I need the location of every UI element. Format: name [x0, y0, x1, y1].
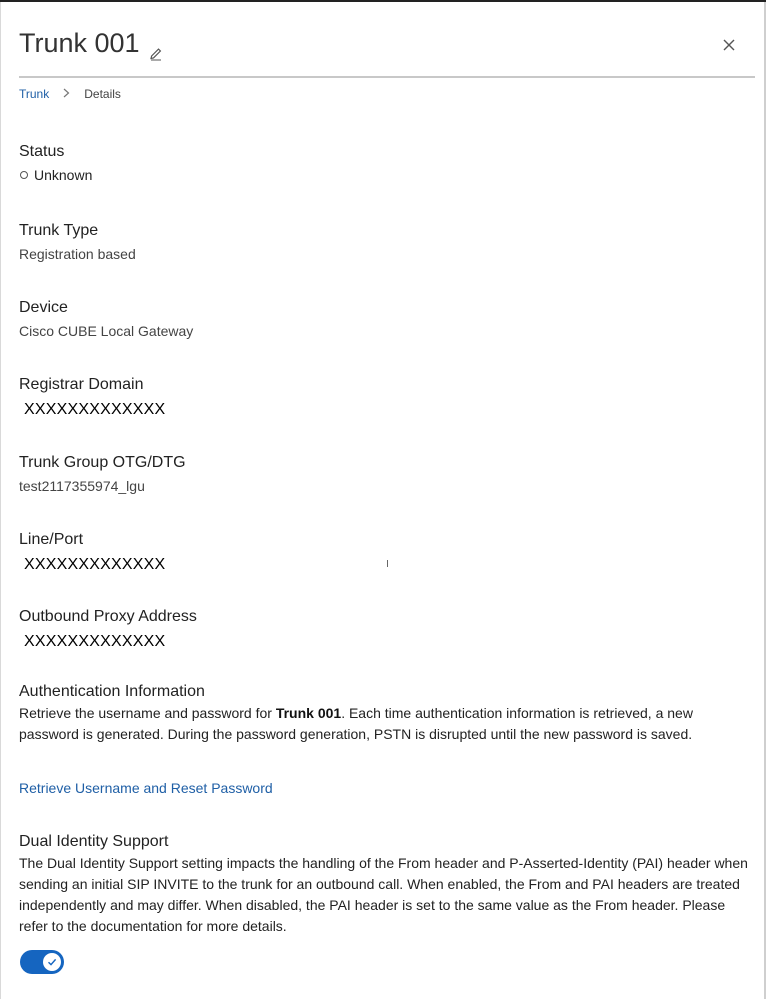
chevron-right-icon [63, 87, 70, 101]
check-icon [47, 957, 57, 967]
registrar-domain-label: Registrar Domain [19, 376, 144, 393]
auth-text-before: Retrieve the username and password for [19, 705, 276, 721]
outbound-proxy-field [19, 608, 197, 651]
auth-description [19, 703, 749, 745]
toggle-knob [43, 953, 61, 971]
trunk-type-field [19, 222, 136, 262]
retrieve-username-reset-password-link[interactable]: Retrieve Username and Reset Password [19, 780, 273, 796]
dual-identity-section [19, 833, 749, 937]
line-port-value: XXXXXXXXXXXXX [24, 556, 166, 573]
device-field [19, 299, 193, 339]
dual-identity-toggle[interactable] [20, 950, 64, 974]
trunk-group-field [19, 454, 186, 494]
auth-heading: Authentication Information [19, 683, 205, 700]
trunk-details-panel [0, 2, 766, 999]
registrar-domain-value: XXXXXXXXXXXXX [24, 401, 166, 418]
device-value: Cisco CUBE Local Gateway [19, 323, 194, 339]
breadcrumb [19, 87, 121, 101]
breadcrumb-current: Details [84, 87, 121, 101]
line-port-field [19, 531, 165, 574]
close-icon[interactable] [722, 38, 736, 52]
device-label: Device [19, 299, 68, 316]
header-divider [19, 76, 755, 78]
divider-tick [387, 560, 388, 567]
auth-section [19, 683, 749, 745]
auth-text-after: . Each time authentication information is retrieved, a new password is generated. During the password generation, PSTN is disrupted until the new password is saved. [19, 705, 693, 742]
status-field [19, 143, 92, 183]
registrar-domain-field [19, 376, 165, 419]
trunk-type-value: Registration based [19, 246, 136, 262]
status-value-row [19, 167, 92, 183]
dual-identity-description: The Dual Identity Support setting impacts the handling of the From header and P-Asserted-Identity (PAI) header when sending an initial SIP INVITE to the trunk for an outbound call. When enabled, the From and PAI headers are treated independently and may differ. When disabled, the PAI header is set to the same value as the From header. Please refer to the documentation for more details. [19, 855, 748, 934]
outbound-proxy-value: XXXXXXXXXXXXX [24, 633, 166, 650]
page-title: Trunk 001 [19, 28, 140, 58]
trunk-group-label: Trunk Group OTG/DTG [19, 454, 186, 471]
trunk-type-label: Trunk Type [19, 222, 99, 239]
panel-header [19, 28, 164, 59]
dual-identity-heading: Dual Identity Support [19, 833, 169, 850]
pencil-icon[interactable] [148, 38, 164, 54]
auth-trunk-name: Trunk 001 [275, 705, 342, 721]
status-label: Status [19, 143, 65, 160]
breadcrumb-trunk-link[interactable]: Trunk [19, 87, 50, 101]
trunk-group-value: test2117355974_lgu [19, 478, 145, 494]
outbound-proxy-label: Outbound Proxy Address [19, 608, 197, 625]
circle-outline-icon [20, 171, 28, 179]
status-value: Unknown [34, 167, 93, 183]
line-port-label: Line/Port [19, 531, 84, 548]
